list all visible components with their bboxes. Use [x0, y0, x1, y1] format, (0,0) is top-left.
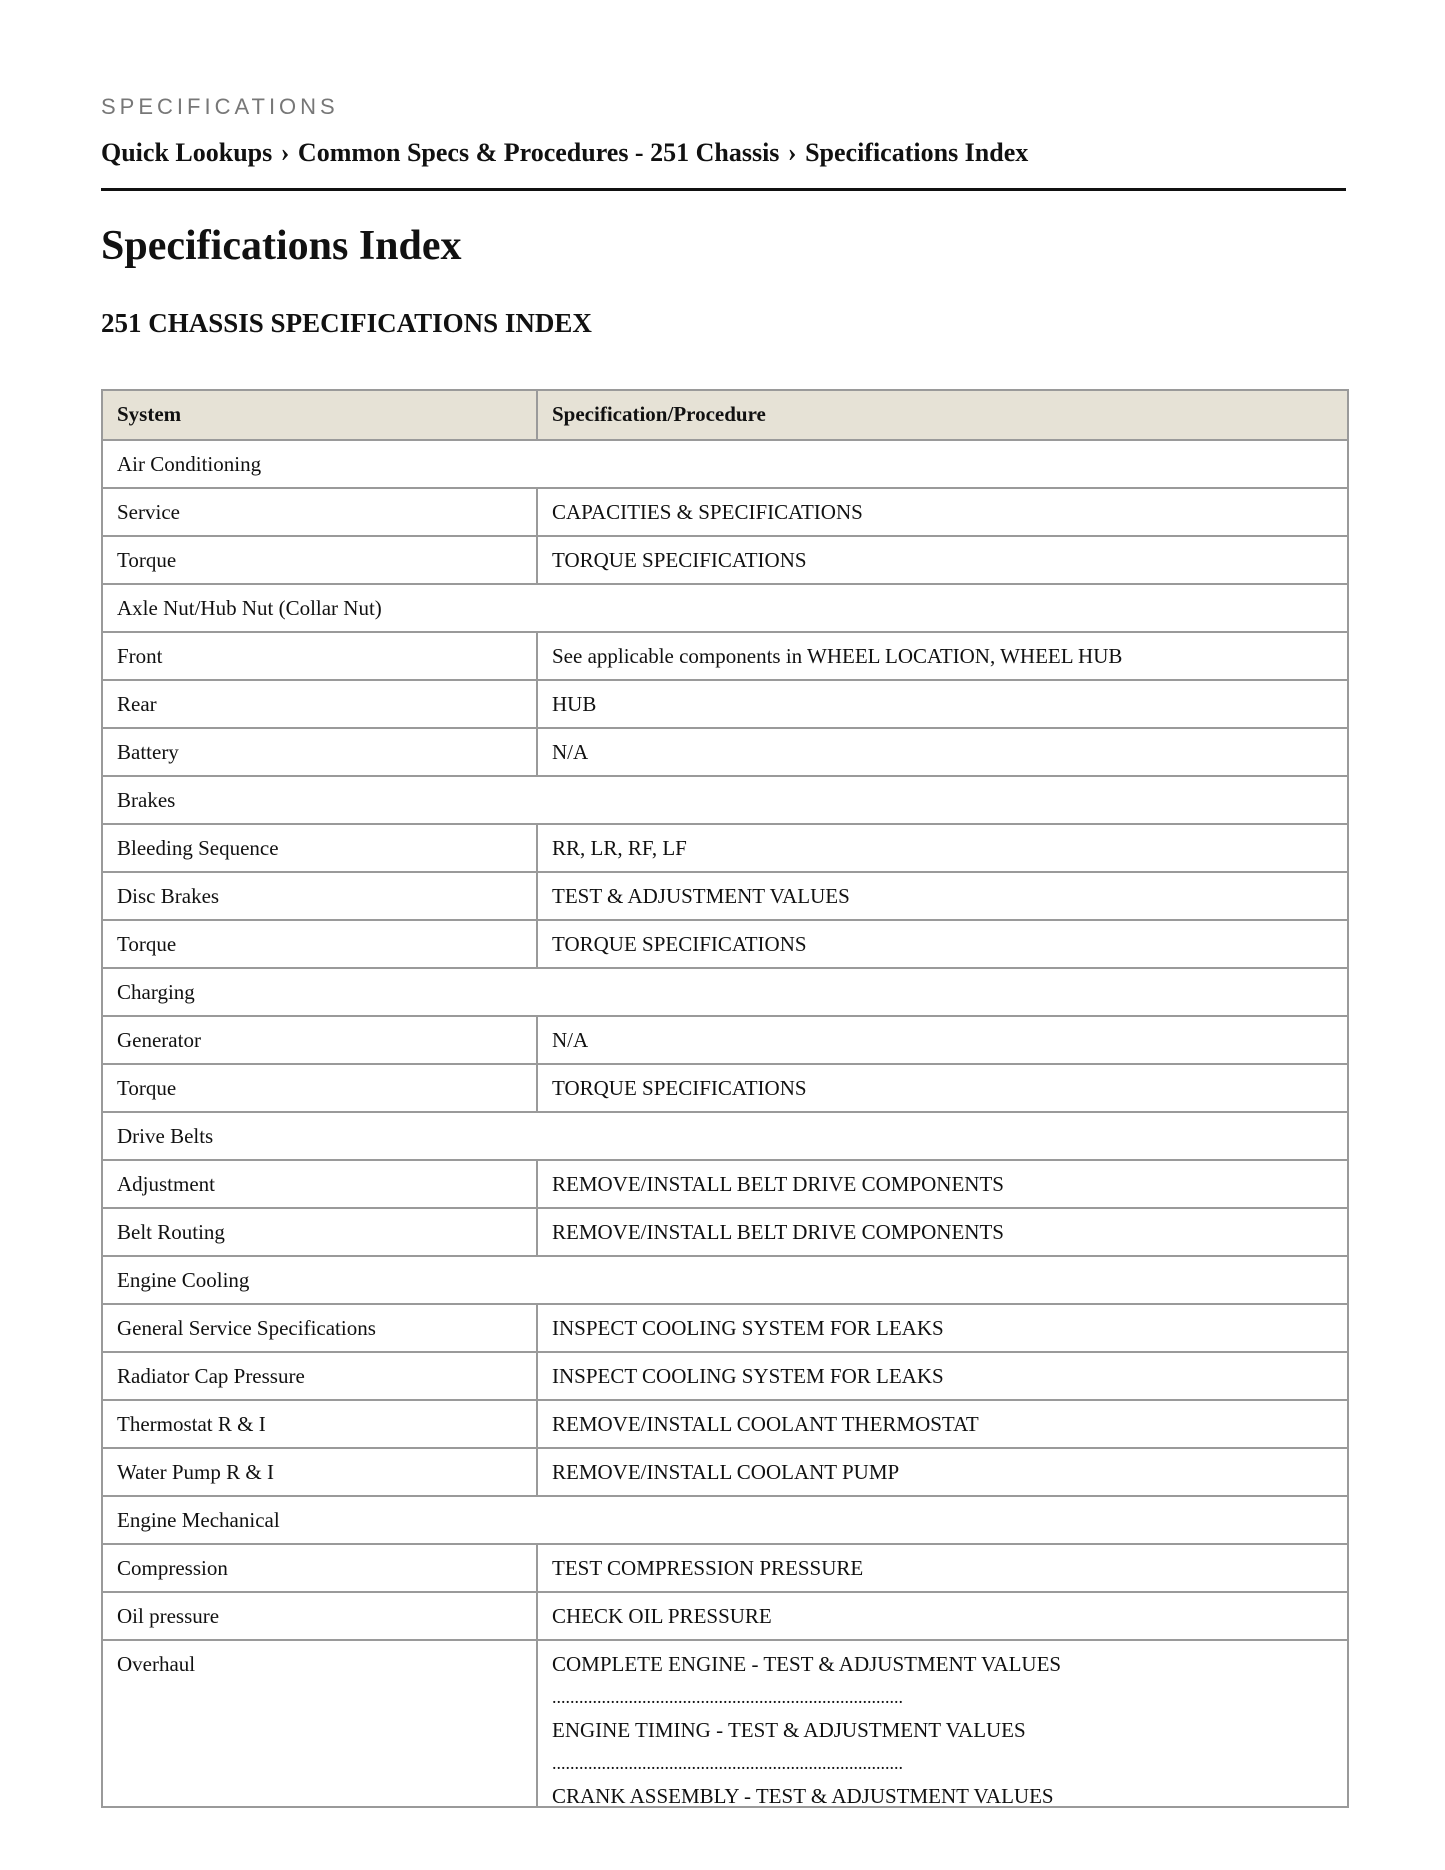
system-cell: General Service Specifications — [102, 1304, 537, 1352]
spec-cell — [537, 1640, 1348, 1807]
system-cell: Rear — [102, 680, 537, 728]
table-body — [102, 440, 1348, 1807]
system-cell: Bleeding Sequence — [102, 824, 537, 872]
breadcrumb-item-quick-lookups[interactable]: Quick Lookups — [101, 138, 273, 167]
system-cell: Radiator Cap Pressure — [102, 1352, 537, 1400]
system-cell: Generator — [102, 1016, 537, 1064]
spec-cell[interactable]: TORQUE SPECIFICATIONS — [537, 536, 1348, 584]
system-cell: Front — [102, 632, 537, 680]
header-divider — [101, 188, 1346, 191]
spec-link[interactable]: ENGINE TIMING - TEST & ADJUSTMENT VALUES — [552, 1718, 1026, 1742]
table-row — [102, 536, 1348, 584]
group-label: Air Conditioning — [102, 440, 1348, 488]
table-row — [102, 488, 1348, 536]
table-group-row — [102, 968, 1348, 1016]
system-cell: Thermostat R & I — [102, 1400, 537, 1448]
table-row — [102, 632, 1348, 680]
spec-link[interactable]: CRANK ASSEMBLY - TEST & ADJUSTMENT VALUES — [552, 1784, 1054, 1808]
system-cell: Torque — [102, 920, 537, 968]
breadcrumb-separator: › — [280, 138, 290, 167]
system-cell: Belt Routing — [102, 1208, 537, 1256]
dot-leader: .............................................................................. — [552, 1687, 903, 1707]
system-cell: Water Pump R & I — [102, 1448, 537, 1496]
dot-leader: .............................................................................. — [552, 1753, 903, 1773]
group-label: Axle Nut/Hub Nut (Collar Nut) — [102, 584, 1348, 632]
column-header-spec: Specification/Procedure — [537, 390, 1348, 440]
spec-cell[interactable]: TEST & ADJUSTMENT VALUES — [537, 872, 1348, 920]
section-eyebrow: SPECIFICATIONS — [101, 94, 339, 119]
table-row — [102, 1592, 1348, 1640]
page-subtitle: 251 CHASSIS SPECIFICATIONS INDEX — [101, 308, 592, 338]
page-title: Specifications Index — [101, 223, 462, 269]
spec-link[interactable]: COMPLETE ENGINE - TEST & ADJUSTMENT VALUES — [552, 1652, 1062, 1676]
system-cell: Compression — [102, 1544, 537, 1592]
system-cell: Battery — [102, 728, 537, 776]
system-cell: Adjustment — [102, 1160, 537, 1208]
group-label: Engine Cooling — [102, 1256, 1348, 1304]
group-label: Brakes — [102, 776, 1348, 824]
table-row — [102, 680, 1348, 728]
table-row — [102, 872, 1348, 920]
breadcrumb-separator: › — [787, 138, 797, 167]
spec-cell[interactable]: TORQUE SPECIFICATIONS — [537, 920, 1348, 968]
table-group-row — [102, 1112, 1348, 1160]
spec-cell[interactable]: N/A — [537, 728, 1348, 776]
group-label: Engine Mechanical — [102, 1496, 1348, 1544]
table-row — [102, 920, 1348, 968]
table-row — [102, 1448, 1348, 1496]
spec-cell[interactable]: REMOVE/INSTALL BELT DRIVE COMPONENTS — [537, 1160, 1348, 1208]
spec-cell[interactable]: CAPACITIES & SPECIFICATIONS — [537, 488, 1348, 536]
spec-cell[interactable]: HUB — [537, 680, 1348, 728]
table-row — [102, 1544, 1348, 1592]
breadcrumb-item-current: Specifications Index — [805, 138, 1029, 167]
group-label: Drive Belts — [102, 1112, 1348, 1160]
spec-cell[interactable]: N/A — [537, 1016, 1348, 1064]
system-cell: Torque — [102, 1064, 537, 1112]
table-row — [102, 1400, 1348, 1448]
system-cell: Oil pressure — [102, 1592, 537, 1640]
breadcrumb — [101, 138, 1346, 168]
spec-cell[interactable]: REMOVE/INSTALL COOLANT THERMOSTAT — [537, 1400, 1348, 1448]
group-label: Charging — [102, 968, 1348, 1016]
table-row — [102, 728, 1348, 776]
spec-cell[interactable]: REMOVE/INSTALL BELT DRIVE COMPONENTS — [537, 1208, 1348, 1256]
table-header-row — [102, 390, 1348, 440]
spec-cell[interactable]: INSPECT COOLING SYSTEM FOR LEAKS — [537, 1352, 1348, 1400]
spec-cell[interactable]: See applicable components in WHEEL LOCATION, WHEEL HUB — [537, 632, 1348, 680]
table-group-row — [102, 440, 1348, 488]
table-group-row — [102, 776, 1348, 824]
system-cell: Torque — [102, 536, 537, 584]
table-row — [102, 1304, 1348, 1352]
table-group-row — [102, 1496, 1348, 1544]
table-row — [102, 1064, 1348, 1112]
breadcrumb-item-common-specs[interactable]: Common Specs & Procedures - 251 Chassis — [297, 138, 780, 167]
specifications-table — [101, 389, 1349, 1808]
table-group-row — [102, 1256, 1348, 1304]
table-row — [102, 1160, 1348, 1208]
table-row — [102, 1640, 1348, 1807]
system-cell: Service — [102, 488, 537, 536]
table-row — [102, 1352, 1348, 1400]
table-row — [102, 1016, 1348, 1064]
spec-cell[interactable]: TORQUE SPECIFICATIONS — [537, 1064, 1348, 1112]
table-group-row — [102, 584, 1348, 632]
system-cell: Overhaul — [102, 1640, 537, 1807]
spec-cell[interactable]: TEST COMPRESSION PRESSURE — [537, 1544, 1348, 1592]
spec-cell[interactable]: CHECK OIL PRESSURE — [537, 1592, 1348, 1640]
spec-cell[interactable]: RR, LR, RF, LF — [537, 824, 1348, 872]
table-row — [102, 824, 1348, 872]
system-cell: Disc Brakes — [102, 872, 537, 920]
table-row — [102, 1208, 1348, 1256]
spec-cell[interactable]: REMOVE/INSTALL COOLANT PUMP — [537, 1448, 1348, 1496]
column-header-system: System — [102, 390, 537, 440]
spec-cell[interactable]: INSPECT COOLING SYSTEM FOR LEAKS — [537, 1304, 1348, 1352]
